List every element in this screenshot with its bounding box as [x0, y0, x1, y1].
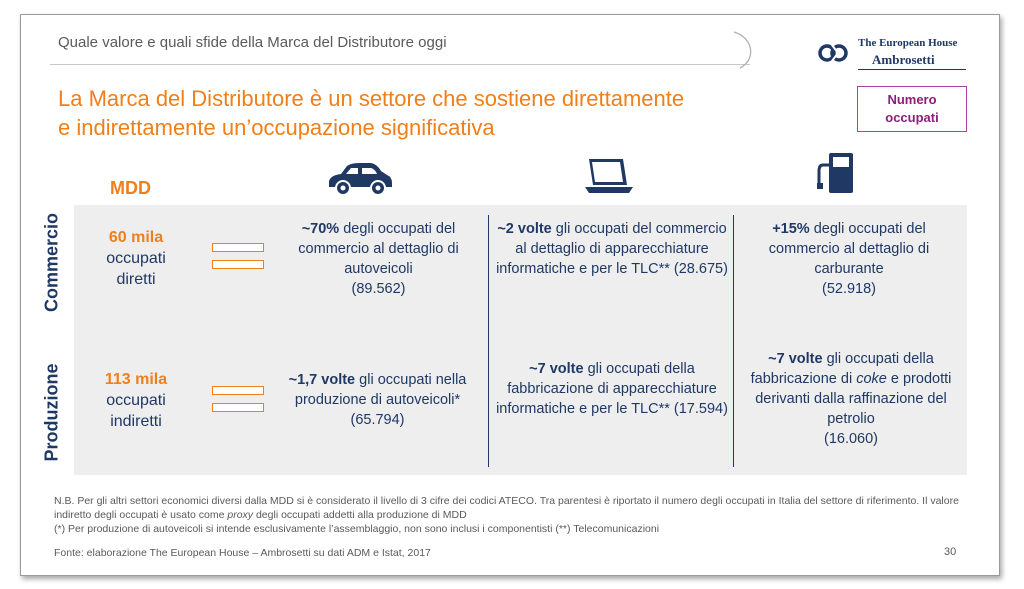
cell-text: gli occupati nella produzione di autoveicoli* — [294, 372, 467, 408]
nb-part2: degli occupati addetti alla produzione di MDD — [253, 509, 467, 521]
cell-commercio-auto — [276, 219, 481, 299]
column-divider-2 — [733, 215, 734, 467]
cell-bold: ~70% — [301, 221, 340, 237]
cell-bold: ~1,7 volte — [288, 372, 356, 388]
cell-bold: ~7 volte — [768, 351, 823, 367]
laptop-icon — [583, 157, 635, 195]
cell-commercio-it — [496, 219, 728, 279]
cell-bold: ~7 volte — [529, 361, 584, 377]
fuel-pump-icon — [817, 151, 859, 195]
cell-text: degli occupati del commercio al dettaglio di carburante — [768, 221, 930, 277]
header-rule — [50, 64, 750, 65]
cell-produzione-it — [496, 359, 728, 419]
cell-bold: ~2 volte — [497, 221, 552, 237]
logo-line2: Ambrosetti — [872, 52, 935, 67]
notes — [54, 494, 969, 536]
cell-text: gli occupati della fabbricazione di apparecchiature informatiche e per le TLC** (17.594) — [496, 361, 728, 417]
badge-line2: occupati — [885, 110, 939, 125]
cell-commercio-fuel — [744, 219, 954, 299]
slide-title — [58, 84, 818, 142]
cell-count: (52.918) — [821, 281, 876, 297]
header-subtitle: Quale valore e quali sfide della Marca del Distributore oggi — [58, 34, 447, 51]
equals-bar-top — [212, 386, 264, 395]
logo-rule — [858, 69, 966, 70]
cell-text: degli occupati del commercio al dettaglio di autoveicoli — [298, 221, 459, 277]
logo — [818, 37, 968, 71]
nb-italic: proxy — [227, 509, 254, 521]
source-note: Fonte: elaborazione The European House – Ambrosetti su dati ADM e Istat, 2017 — [54, 547, 431, 559]
cell-text: gli occupati della fabbricazione di — [750, 351, 934, 387]
page-number: 30 — [944, 546, 957, 558]
stat-line2: occupati — [106, 250, 166, 267]
stat-line3: indiretti — [110, 413, 162, 430]
cell-produzione-auto — [270, 370, 485, 430]
cell-count: (65.794) — [350, 412, 405, 428]
badge-line1: Numero — [887, 92, 937, 107]
equals-bar-top — [212, 243, 264, 252]
row-label-commercio: Commercio — [41, 212, 62, 313]
stat-line3: diretti — [116, 271, 156, 288]
numero-occupati-badge — [857, 86, 967, 132]
column-divider-1 — [488, 215, 489, 467]
mdd-label: MDD — [110, 178, 151, 198]
row-label-produzione: Produzione — [41, 363, 62, 462]
swoosh-decoration — [730, 30, 770, 70]
cell-bold: +15% — [772, 221, 810, 237]
cell-count: (89.562) — [351, 281, 406, 297]
footnote: (*) Per produzione di autoveicoli si intende esclusivamente l’assemblaggio, non sono inclusi i componentisti (**) Telecomunicazioni — [54, 523, 660, 535]
cell-text: gli occupati del commercio al dettaglio di apparecchiature informatiche e per le TLC** (28.675) — [496, 221, 728, 277]
cell-count: (16.060) — [823, 431, 878, 447]
stat-commercio — [86, 227, 186, 290]
cell-text: e prodotti derivanti dalla raffinazione del petrolio — [755, 371, 952, 427]
cell-italic: coke — [856, 371, 887, 387]
stat-produzione — [86, 369, 186, 432]
stat-value: 113 mila — [104, 371, 168, 388]
title-line2: e indirettamente un’occupazione significativa — [58, 115, 495, 140]
equals-bar-bottom — [212, 260, 264, 269]
title-line1: La Marca del Distributore è un settore che sostiene direttamente — [58, 86, 685, 111]
cell-produzione-fuel — [746, 349, 956, 449]
stat-line2: occupati — [106, 392, 166, 409]
car-icon — [325, 161, 395, 199]
stat-value: 60 mila — [108, 229, 164, 246]
nb-part1: N.B. Per gli altri settori economici diversi dalla MDD si è considerato il livello di 3 cifre dei codici ATECO. Tra parentesi è riportato il numero degli occupati in Italia del settore di riferimento. Il valore indiretto degli occupati è usato come — [54, 495, 959, 521]
equals-bar-bottom — [212, 403, 264, 412]
logo-line1: The European House — [858, 37, 958, 49]
ambrosetti-logo-icon — [818, 41, 852, 65]
